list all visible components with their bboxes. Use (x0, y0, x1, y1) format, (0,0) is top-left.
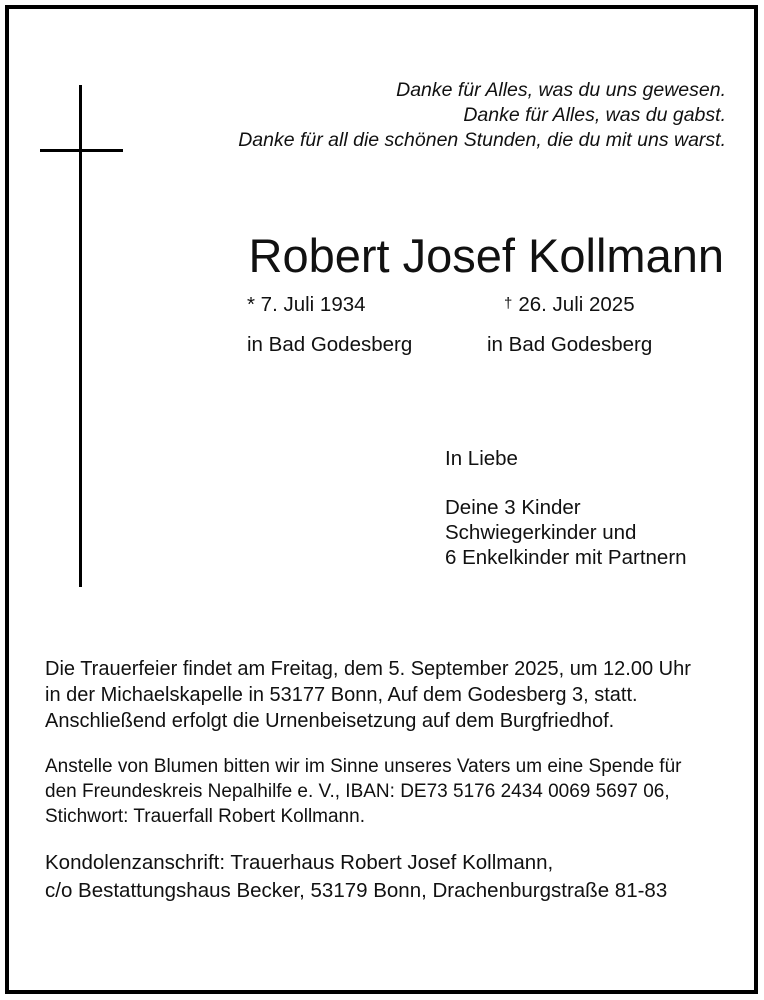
death-place: in Bad Godesberg (487, 333, 653, 356)
death-date: 26. Juli 2025 (518, 293, 635, 316)
signoff-line: Deine 3 Kinder (445, 496, 581, 519)
verse-line: Danke für all die schönen Stunden, die du mit uns warst. (238, 129, 726, 151)
family-signoff (445, 446, 687, 570)
birth-place: in Bad Godesberg (247, 333, 413, 356)
verse-line: Danke für Alles, was du uns gewesen. (396, 79, 726, 101)
ceremony-line: Anschließend erfolgt die Urnenbeisetzung auf dem Burgfriedhof. (45, 710, 615, 732)
funeral-information (45, 656, 735, 905)
birth-date: * 7. Juli 1934 (247, 293, 366, 316)
donation-line: Stichwort: Trauerfall Robert Kollmann. (45, 806, 365, 827)
signoff-line: 6 Enkelkinder mit Partnern (445, 546, 687, 569)
death-mark-icon: † (504, 295, 513, 312)
death-date-line (504, 292, 635, 320)
signoff-intro: In Liebe (445, 447, 518, 470)
signoff-line: Schwiegerkinder und (445, 521, 637, 544)
verse-line: Danke für Alles, was du gabst. (463, 104, 726, 126)
condolence-line: c/o Bestattungshaus Becker, 53179 Bonn, Drachenburgstraße 81-83 (45, 879, 668, 902)
donation-line: den Freundeskreis Nepalhilfe e. V., IBAN: DE73 5176 2434 0069 5697 06, (45, 781, 670, 802)
memorial-verse (238, 78, 726, 153)
cross-vertical-bar (79, 85, 82, 587)
condolence-line: Kondolenzanschrift: Trauerhaus Robert Josef Kollmann, (45, 851, 554, 874)
ceremony-line: Die Trauerfeier findet am Freitag, dem 5. September 2025, um 12.00 Uhr (45, 658, 691, 680)
ceremony-line: in der Michaelskapelle in 53177 Bonn, Auf dem Godesberg 3, statt. (45, 684, 638, 706)
cross-horizontal-bar (40, 149, 123, 152)
deceased-name: Robert Josef Kollmann (248, 229, 724, 282)
donation-line: Anstelle von Blumen bitten wir im Sinne unseres Vaters um eine Spende für (45, 756, 682, 777)
